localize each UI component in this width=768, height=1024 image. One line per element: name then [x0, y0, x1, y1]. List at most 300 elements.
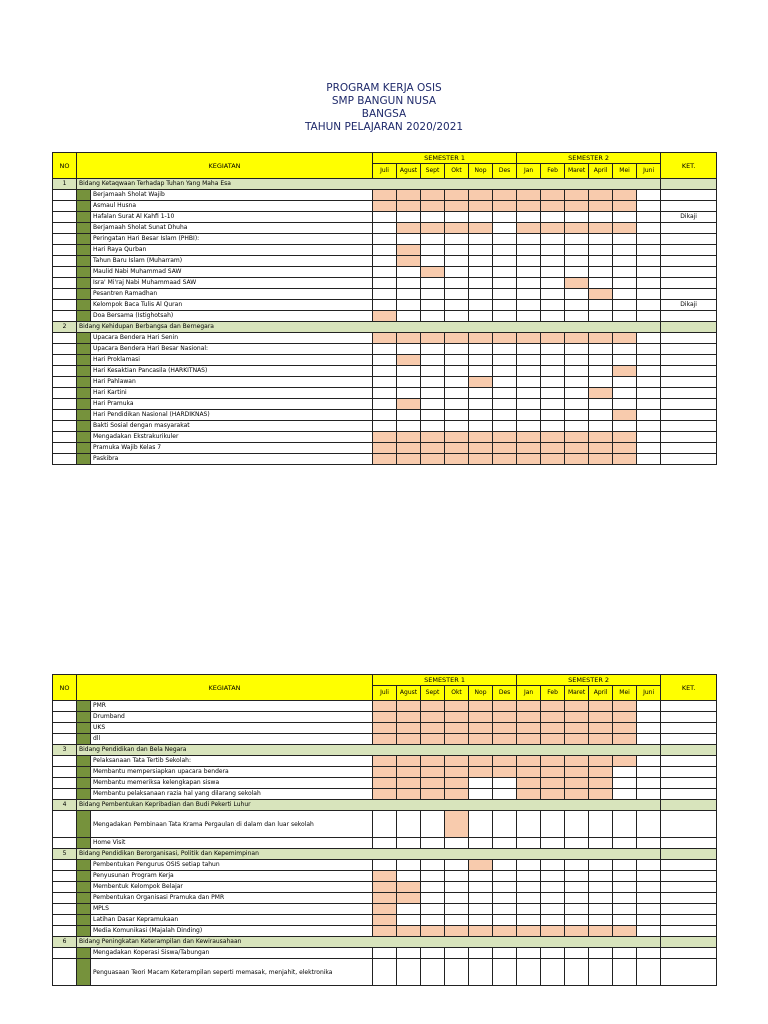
- ket-header: KET.: [661, 153, 717, 179]
- work-program-table-page-1: [52, 152, 717, 465]
- month-header: Juni: [637, 164, 661, 179]
- month-cell-des: [493, 789, 517, 800]
- month-cell-jan: [517, 723, 541, 734]
- activity-row: [53, 871, 717, 882]
- month-cell-feb: [541, 366, 565, 377]
- month-cell-sept: [421, 860, 445, 871]
- month-cell-sept: [421, 256, 445, 267]
- month-cell-maret: [565, 871, 589, 882]
- ket-cell: Dikaji: [661, 300, 717, 311]
- month-cell-juli: [373, 333, 397, 344]
- month-cell-maret: [565, 882, 589, 893]
- activity-row: [53, 399, 717, 410]
- month-cell-juni: [637, 278, 661, 289]
- side-strip: [77, 267, 91, 278]
- month-cell-agust: [397, 959, 421, 986]
- month-cell-sept: [421, 344, 445, 355]
- no-cell: [53, 399, 77, 410]
- activity-row: [53, 443, 717, 454]
- month-cell-juli: [373, 201, 397, 212]
- month-cell-okt: [445, 355, 469, 366]
- month-cell-sept: [421, 366, 445, 377]
- side-strip: [77, 201, 91, 212]
- month-cell-agust: [397, 811, 421, 838]
- month-cell-juli: [373, 948, 397, 959]
- month-cell-maret: [565, 311, 589, 322]
- month-cell-juni: [637, 432, 661, 443]
- month-cell-sept: [421, 432, 445, 443]
- month-cell-feb: [541, 871, 565, 882]
- month-cell-sept: [421, 223, 445, 234]
- month-cell-mei: [613, 278, 637, 289]
- activity-label: Membantu memeriksa kelengkapan siswa: [91, 778, 373, 789]
- month-header: Des: [493, 164, 517, 179]
- month-cell-des: [493, 926, 517, 937]
- month-cell-sept: [421, 201, 445, 212]
- month-cell-des: [493, 838, 517, 849]
- no-cell: [53, 948, 77, 959]
- month-cell-agust: [397, 893, 421, 904]
- side-strip: [77, 366, 91, 377]
- month-cell-jan: [517, 201, 541, 212]
- month-cell-juli: [373, 701, 397, 712]
- ket-cell: [661, 811, 717, 838]
- activity-label: Hari Kesaktian Pancasila (HARKITNAS): [91, 366, 373, 377]
- side-strip: [77, 300, 91, 311]
- month-cell-april: [589, 701, 613, 712]
- activity-label: Membentuk Kelompok Belajar: [91, 882, 373, 893]
- month-cell-agust: [397, 734, 421, 745]
- month-cell-mei: [613, 904, 637, 915]
- month-cell-des: [493, 893, 517, 904]
- month-cell-mei: [613, 289, 637, 300]
- month-cell-maret: [565, 443, 589, 454]
- month-cell-agust: [397, 778, 421, 789]
- month-cell-juni: [637, 871, 661, 882]
- activity-row: [53, 789, 717, 800]
- month-cell-sept: [421, 767, 445, 778]
- month-cell-juni: [637, 723, 661, 734]
- month-cell-mei: [613, 333, 637, 344]
- activity-label: Hari Pramuka: [91, 399, 373, 410]
- month-cell-juli: [373, 300, 397, 311]
- month-cell-juni: [637, 959, 661, 986]
- month-cell-nop: [469, 212, 493, 223]
- month-cell-april: [589, 959, 613, 986]
- month-cell-nop: [469, 915, 493, 926]
- ket-cell: [661, 366, 717, 377]
- section-row: [53, 849, 717, 860]
- month-cell-des: [493, 344, 517, 355]
- month-cell-maret: [565, 190, 589, 201]
- month-cell-okt: [445, 256, 469, 267]
- month-cell-juni: [637, 190, 661, 201]
- month-cell-sept: [421, 789, 445, 800]
- side-strip: [77, 778, 91, 789]
- month-cell-feb: [541, 223, 565, 234]
- month-cell-maret: [565, 201, 589, 212]
- activity-row: [53, 344, 717, 355]
- month-cell-agust: [397, 871, 421, 882]
- month-cell-sept: [421, 926, 445, 937]
- month-cell-juni: [637, 267, 661, 278]
- month-cell-nop: [469, 355, 493, 366]
- month-cell-april: [589, 388, 613, 399]
- month-cell-mei: [613, 789, 637, 800]
- month-cell-april: [589, 811, 613, 838]
- month-cell-agust: [397, 300, 421, 311]
- ket-cell: [661, 926, 717, 937]
- month-cell-maret: [565, 767, 589, 778]
- ket-cell: [661, 849, 717, 860]
- no-cell: [53, 959, 77, 986]
- section-number: 1: [53, 179, 77, 190]
- month-cell-feb: [541, 300, 565, 311]
- month-cell-feb: [541, 811, 565, 838]
- month-cell-sept: [421, 421, 445, 432]
- month-cell-nop: [469, 893, 493, 904]
- side-strip: [77, 245, 91, 256]
- month-cell-nop: [469, 838, 493, 849]
- month-cell-sept: [421, 212, 445, 223]
- month-cell-juli: [373, 959, 397, 986]
- activity-label: Mengadakan Ekstrakurikuler: [91, 432, 373, 443]
- month-cell-maret: [565, 300, 589, 311]
- month-cell-juli: [373, 893, 397, 904]
- month-cell-agust: [397, 756, 421, 767]
- month-cell-jan: [517, 432, 541, 443]
- month-cell-maret: [565, 811, 589, 838]
- month-cell-april: [589, 377, 613, 388]
- month-cell-april: [589, 904, 613, 915]
- month-cell-des: [493, 289, 517, 300]
- month-cell-nop: [469, 723, 493, 734]
- side-strip: [77, 388, 91, 399]
- no-cell: [53, 756, 77, 767]
- month-cell-feb: [541, 234, 565, 245]
- month-cell-sept: [421, 355, 445, 366]
- month-cell-juni: [637, 399, 661, 410]
- month-cell-agust: [397, 201, 421, 212]
- month-cell-mei: [613, 201, 637, 212]
- activity-label: UKS: [91, 723, 373, 734]
- month-cell-mei: [613, 882, 637, 893]
- month-cell-agust: [397, 882, 421, 893]
- side-strip: [77, 948, 91, 959]
- month-cell-juni: [637, 789, 661, 800]
- month-cell-nop: [469, 860, 493, 871]
- ket-cell: [661, 245, 717, 256]
- no-cell: [53, 410, 77, 421]
- month-cell-mei: [613, 311, 637, 322]
- month-cell-jan: [517, 377, 541, 388]
- month-cell-mei: [613, 421, 637, 432]
- month-cell-april: [589, 344, 613, 355]
- month-cell-maret: [565, 701, 589, 712]
- month-cell-juni: [637, 388, 661, 399]
- month-cell-sept: [421, 267, 445, 278]
- no-cell: [53, 212, 77, 223]
- activity-label: Berjamaah Sholat Wajib: [91, 190, 373, 201]
- month-cell-april: [589, 201, 613, 212]
- month-cell-juni: [637, 245, 661, 256]
- month-cell-juli: [373, 443, 397, 454]
- month-cell-feb: [541, 778, 565, 789]
- activity-row: [53, 421, 717, 432]
- no-cell: [53, 926, 77, 937]
- month-cell-feb: [541, 701, 565, 712]
- month-header: Juli: [373, 164, 397, 179]
- month-cell-des: [493, 245, 517, 256]
- month-header: Sept: [421, 164, 445, 179]
- month-cell-april: [589, 300, 613, 311]
- month-cell-des: [493, 712, 517, 723]
- month-cell-nop: [469, 443, 493, 454]
- month-cell-mei: [613, 223, 637, 234]
- month-cell-mei: [613, 443, 637, 454]
- month-cell-agust: [397, 789, 421, 800]
- month-cell-jan: [517, 811, 541, 838]
- month-cell-mei: [613, 432, 637, 443]
- activity-label: Peringatan Hari Besar Islam (PHBI):: [91, 234, 373, 245]
- side-strip: [77, 443, 91, 454]
- month-cell-agust: [397, 723, 421, 734]
- month-cell-des: [493, 190, 517, 201]
- month-cell-agust: [397, 366, 421, 377]
- month-cell-juni: [637, 212, 661, 223]
- ket-cell: [661, 344, 717, 355]
- month-cell-maret: [565, 723, 589, 734]
- month-cell-sept: [421, 300, 445, 311]
- month-cell-jan: [517, 366, 541, 377]
- side-strip: [77, 723, 91, 734]
- side-strip: [77, 915, 91, 926]
- month-cell-juni: [637, 201, 661, 212]
- month-cell-agust: [397, 234, 421, 245]
- month-cell-feb: [541, 756, 565, 767]
- side-strip: [77, 421, 91, 432]
- month-cell-sept: [421, 756, 445, 767]
- side-strip: [77, 355, 91, 366]
- no-cell: [53, 190, 77, 201]
- month-cell-okt: [445, 344, 469, 355]
- month-cell-okt: [445, 778, 469, 789]
- month-cell-okt: [445, 410, 469, 421]
- month-cell-mei: [613, 267, 637, 278]
- month-cell-des: [493, 756, 517, 767]
- month-cell-okt: [445, 454, 469, 465]
- month-cell-sept: [421, 723, 445, 734]
- ket-cell: [661, 388, 717, 399]
- no-cell: [53, 344, 77, 355]
- ket-cell: [661, 234, 717, 245]
- month-cell-jan: [517, 267, 541, 278]
- month-cell-juni: [637, 344, 661, 355]
- month-cell-jan: [517, 756, 541, 767]
- month-cell-april: [589, 223, 613, 234]
- month-cell-juni: [637, 860, 661, 871]
- no-cell: [53, 377, 77, 388]
- title-line: BANGSA: [361, 108, 407, 120]
- document-title: [0, 82, 768, 134]
- month-cell-okt: [445, 443, 469, 454]
- activity-label: Penguasaan Teori Macam Keterampilan seperti memasak, menjahit, elektronika: [91, 959, 373, 986]
- month-cell-juli: [373, 388, 397, 399]
- month-cell-des: [493, 778, 517, 789]
- month-cell-des: [493, 333, 517, 344]
- month-cell-maret: [565, 344, 589, 355]
- month-cell-april: [589, 289, 613, 300]
- no-cell: [53, 860, 77, 871]
- month-cell-des: [493, 948, 517, 959]
- month-cell-maret: [565, 454, 589, 465]
- activity-label: Hari Kartini: [91, 388, 373, 399]
- month-cell-april: [589, 256, 613, 267]
- no-cell: [53, 311, 77, 322]
- no-cell: [53, 223, 77, 234]
- no-cell: [53, 300, 77, 311]
- month-cell-jan: [517, 278, 541, 289]
- month-cell-okt: [445, 388, 469, 399]
- month-cell-juli: [373, 756, 397, 767]
- month-cell-nop: [469, 948, 493, 959]
- month-cell-mei: [613, 344, 637, 355]
- month-cell-feb: [541, 190, 565, 201]
- month-cell-feb: [541, 882, 565, 893]
- month-cell-feb: [541, 289, 565, 300]
- month-cell-des: [493, 767, 517, 778]
- activity-row: [53, 723, 717, 734]
- month-cell-mei: [613, 723, 637, 734]
- month-cell-des: [493, 223, 517, 234]
- month-header: Juli: [373, 686, 397, 701]
- month-header: Sept: [421, 686, 445, 701]
- month-cell-maret: [565, 778, 589, 789]
- month-cell-jan: [517, 926, 541, 937]
- month-cell-juli: [373, 245, 397, 256]
- month-cell-des: [493, 410, 517, 421]
- month-cell-juli: [373, 278, 397, 289]
- month-cell-jan: [517, 789, 541, 800]
- month-cell-mei: [613, 893, 637, 904]
- activity-label: Mengadakan Koperasi Siswa/Tabungan: [91, 948, 373, 959]
- month-cell-jan: [517, 778, 541, 789]
- month-cell-juli: [373, 789, 397, 800]
- month-cell-mei: [613, 212, 637, 223]
- month-cell-maret: [565, 355, 589, 366]
- month-header: Jan: [517, 686, 541, 701]
- month-cell-okt: [445, 432, 469, 443]
- activity-label: Hari Pendidikan Nasional (HARDIKNAS): [91, 410, 373, 421]
- month-header: Maret: [565, 164, 589, 179]
- month-cell-april: [589, 915, 613, 926]
- month-cell-agust: [397, 915, 421, 926]
- month-cell-nop: [469, 377, 493, 388]
- side-strip: [77, 377, 91, 388]
- month-cell-juli: [373, 344, 397, 355]
- month-cell-agust: [397, 267, 421, 278]
- month-cell-sept: [421, 701, 445, 712]
- month-cell-jan: [517, 289, 541, 300]
- month-cell-nop: [469, 421, 493, 432]
- activity-label: Asmaul Husna: [91, 201, 373, 212]
- ket-cell: [661, 904, 717, 915]
- month-cell-sept: [421, 311, 445, 322]
- month-cell-juli: [373, 723, 397, 734]
- activity-row: [53, 882, 717, 893]
- month-cell-nop: [469, 388, 493, 399]
- month-cell-jan: [517, 443, 541, 454]
- month-cell-feb: [541, 267, 565, 278]
- ket-cell: [661, 734, 717, 745]
- ket-cell: [661, 745, 717, 756]
- activity-row: [53, 893, 717, 904]
- month-cell-mei: [613, 838, 637, 849]
- month-cell-mei: [613, 778, 637, 789]
- side-strip: [77, 904, 91, 915]
- month-cell-juli: [373, 882, 397, 893]
- month-cell-mei: [613, 756, 637, 767]
- month-cell-juli: [373, 223, 397, 234]
- month-cell-agust: [397, 311, 421, 322]
- activity-label: Doa Bersama (Istighotsah): [91, 311, 373, 322]
- side-strip: [77, 838, 91, 849]
- month-cell-okt: [445, 245, 469, 256]
- ket-cell: [661, 278, 717, 289]
- month-cell-juni: [637, 454, 661, 465]
- month-cell-okt: [445, 767, 469, 778]
- month-cell-nop: [469, 432, 493, 443]
- activity-label: Upacara Bendera Hari Besar Nasional:: [91, 344, 373, 355]
- activity-row: [53, 333, 717, 344]
- month-cell-okt: [445, 948, 469, 959]
- activity-row: [53, 811, 717, 838]
- month-cell-des: [493, 915, 517, 926]
- month-cell-nop: [469, 311, 493, 322]
- month-cell-april: [589, 245, 613, 256]
- month-cell-agust: [397, 377, 421, 388]
- month-cell-agust: [397, 926, 421, 937]
- month-cell-feb: [541, 454, 565, 465]
- month-cell-maret: [565, 893, 589, 904]
- no-cell: [53, 838, 77, 849]
- month-cell-des: [493, 311, 517, 322]
- month-cell-okt: [445, 860, 469, 871]
- ket-cell: [661, 443, 717, 454]
- ket-cell: [661, 322, 717, 333]
- month-cell-jan: [517, 399, 541, 410]
- month-cell-okt: [445, 712, 469, 723]
- month-cell-april: [589, 734, 613, 745]
- month-cell-agust: [397, 421, 421, 432]
- month-cell-april: [589, 767, 613, 778]
- month-cell-agust: [397, 701, 421, 712]
- month-cell-agust: [397, 904, 421, 915]
- month-cell-feb: [541, 926, 565, 937]
- header-row: [53, 153, 717, 164]
- month-cell-jan: [517, 333, 541, 344]
- month-cell-nop: [469, 278, 493, 289]
- activity-label: dll: [91, 734, 373, 745]
- month-cell-nop: [469, 789, 493, 800]
- no-cell: [53, 388, 77, 399]
- side-strip: [77, 701, 91, 712]
- month-cell-jan: [517, 245, 541, 256]
- month-cell-feb: [541, 311, 565, 322]
- section-row: [53, 800, 717, 811]
- month-cell-juni: [637, 256, 661, 267]
- month-cell-april: [589, 212, 613, 223]
